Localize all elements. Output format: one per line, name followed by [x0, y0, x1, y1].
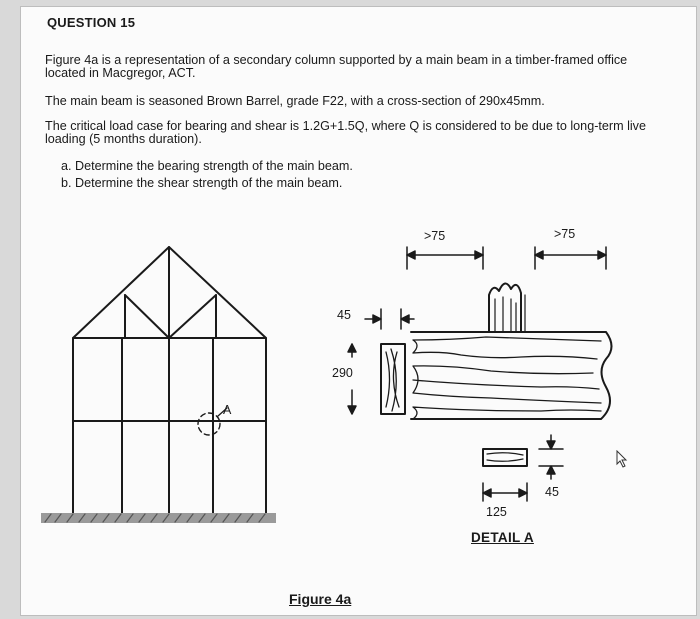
figure-caption: Figure 4a	[289, 591, 352, 607]
question-paragraph-3: The critical load case for bearing and shear is 1.2G+1.5Q, where Q is considered to be due to long-term live loading (5 months duration).	[45, 119, 646, 146]
detail-a-marker	[198, 413, 220, 435]
detail-a-title: DETAIL A	[471, 530, 534, 545]
figure-4a-drawing	[21, 7, 698, 617]
dim-beam-depth: 290	[332, 366, 353, 380]
detail-marker-label: A	[223, 403, 232, 417]
question-sheet	[20, 6, 697, 616]
question-title: QUESTION 15	[47, 15, 136, 30]
task-item-b: b. Determine the shear strength of the main beam.	[61, 176, 343, 190]
secondary-column-post	[489, 283, 525, 332]
main-beam-side	[411, 332, 612, 419]
dim-column-thickness: 45	[545, 485, 559, 499]
frame-elevation	[73, 247, 266, 513]
question-paragraph-1: Figure 4a is a representation of a secondary column supported by a main beam in a timber-framed office located in Macgregor, ACT.	[45, 53, 628, 80]
ground-hatching	[41, 513, 276, 523]
dim-right-clearance: >75	[554, 227, 576, 241]
question-paragraph-2: The main beam is seasoned Brown Barrel, grade F22, with a cross-section of 290x45mm.	[45, 94, 545, 108]
dim-column-width: 125	[486, 505, 507, 519]
column-cross-section	[483, 449, 527, 466]
beam-cross-section	[381, 344, 405, 414]
mouse-cursor-icon	[615, 450, 629, 468]
dim-beam-width: 45	[337, 308, 351, 322]
task-item-a: a. Determine the bearing strength of the main beam.	[61, 159, 353, 173]
dim-left-clearance: >75	[424, 229, 446, 243]
